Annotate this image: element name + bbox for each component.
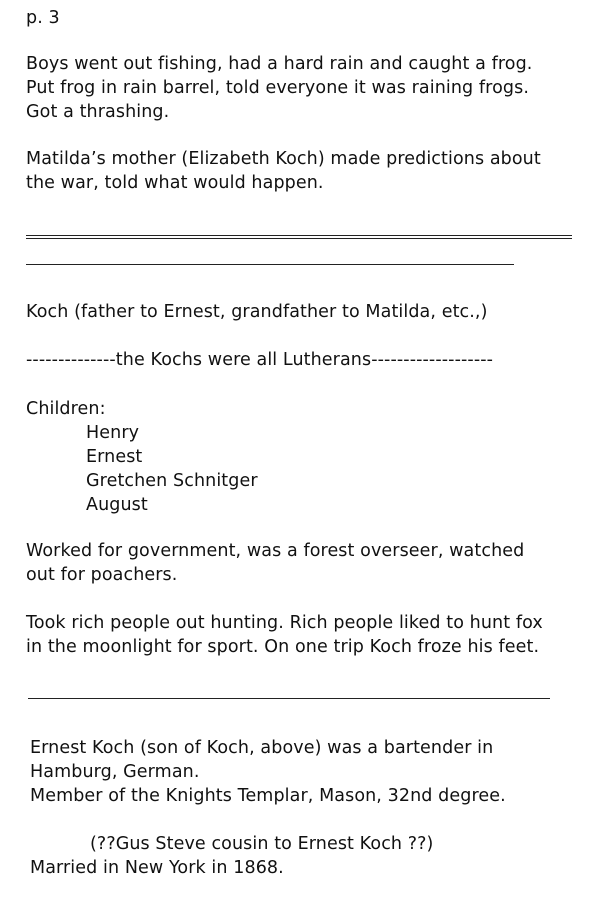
married-line: Married in New York in 1868. [30, 858, 284, 878]
lutheran-line: --------------the Kochs were all Lutherans------------------- [26, 350, 494, 370]
paragraph-government-line-1: Worked for government, was a forest overseer, watched [26, 541, 525, 561]
child-item: Henry [86, 423, 140, 443]
koch-heading: Koch (father to Ernest, grandfather to Matilda, etc.,) [26, 302, 488, 322]
paragraph-hunting-line-1: Took rich people out hunting. Rich people liked to hunt fox [26, 613, 543, 633]
paragraph-fishing-line-1: Boys went out fishing, had a hard rain and caught a frog. [26, 54, 533, 74]
paragraph-ernest-line-2: Hamburg, German. [30, 762, 200, 782]
cousin-note: (??Gus Steve cousin to Ernest Koch ??) [90, 834, 434, 854]
paragraph-hunting-line-2: in the moonlight for sport. On one trip Koch froze his feet. [26, 637, 540, 657]
child-item: Ernest [86, 447, 143, 467]
separator-rule-2 [26, 264, 514, 265]
paragraph-fishing-line-3: Got a thrashing. [26, 102, 170, 122]
page-number: p. 3 [26, 8, 60, 28]
paragraph-government-line-2: out for poachers. [26, 565, 178, 585]
paragraph-predictions-line-2: the war, told what would happen. [26, 173, 324, 193]
separator-rule-3 [28, 698, 550, 699]
children-label: Children: [26, 399, 106, 419]
child-item: Gretchen Schnitger [86, 471, 258, 491]
paragraph-ernest-line-1: Ernest Koch (son of Koch, above) was a bartender in [30, 738, 494, 758]
paragraph-fishing-line-2: Put frog in rain barrel, told everyone it was raining frogs. [26, 78, 529, 98]
separator-rule-1 [26, 235, 572, 236]
paragraph-predictions-line-1: Matilda’s mother (Elizabeth Koch) made predictions about [26, 149, 541, 169]
child-item: August [86, 495, 148, 515]
separator-rule-1b [26, 238, 572, 239]
paragraph-ernest-line-3: Member of the Knights Templar, Mason, 32nd degree. [30, 786, 506, 806]
